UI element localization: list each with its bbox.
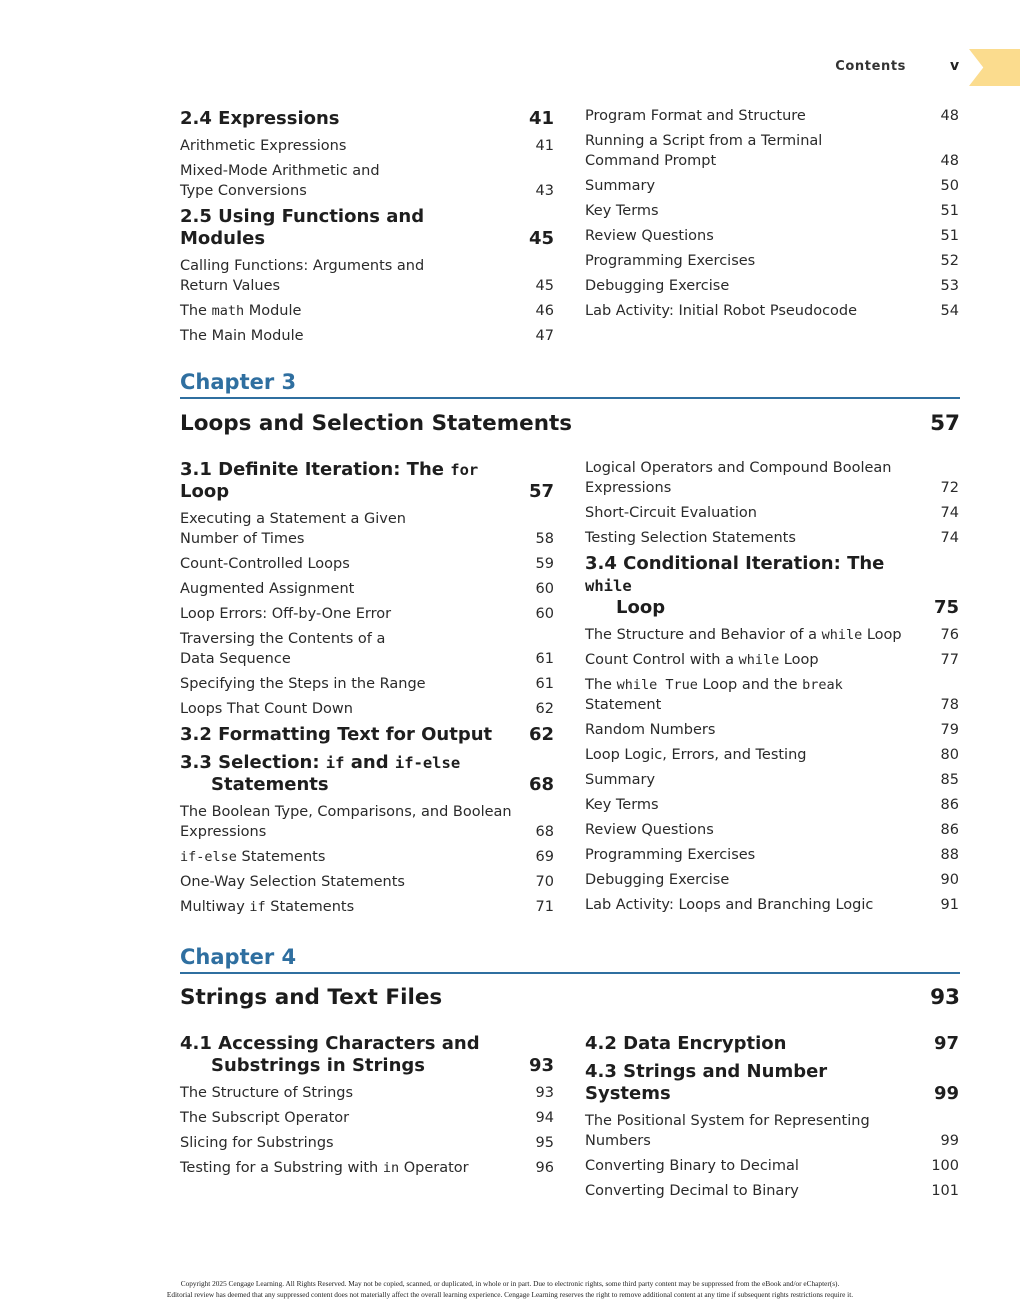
entry-page-number: 77 xyxy=(940,652,959,668)
entry-page-number: 71 xyxy=(535,899,554,915)
toc-subentry[interactable] xyxy=(585,176,959,196)
entry-page-number: 61 xyxy=(535,676,554,692)
entry-title-text: 2.4 Expressions xyxy=(180,108,340,129)
entry-page-number: 68 xyxy=(535,824,554,840)
toc-subentry[interactable] xyxy=(585,251,959,271)
toc-subentry[interactable] xyxy=(180,301,554,321)
toc-subentry[interactable] xyxy=(585,503,959,523)
entry-title-line: Traversing the Contents of a xyxy=(180,631,386,647)
entry-title xyxy=(180,554,350,574)
entry-page-number: 45 xyxy=(528,228,554,249)
entry-title-text: The xyxy=(585,677,617,693)
entry-page-number: 101 xyxy=(931,1183,959,1199)
toc-subentry[interactable] xyxy=(180,847,554,867)
toc-subentry[interactable] xyxy=(585,720,959,740)
entry-title-line: Expressions xyxy=(585,480,672,496)
entry-title-text: 4.1 Accessing Characters and xyxy=(180,1033,480,1054)
entry-code: while xyxy=(738,652,780,668)
toc-subentry[interactable] xyxy=(180,1083,554,1103)
entry-title xyxy=(585,131,822,171)
toc-subentry[interactable] xyxy=(180,872,554,892)
entry-title-text: Statements xyxy=(265,899,355,915)
entry-title-line: Loop Errors: Off-by-One Error xyxy=(180,606,392,622)
entry-title xyxy=(585,176,655,196)
entry-page-number: 95 xyxy=(535,1135,554,1151)
entry-title-text: Loop xyxy=(180,481,230,502)
entry-title-line: One-Way Selection Statements xyxy=(180,874,405,890)
entry-title xyxy=(180,136,346,156)
entry-title xyxy=(585,553,919,619)
toc-subentry[interactable] xyxy=(585,276,959,296)
entry-title xyxy=(180,326,304,346)
toc-top-left-column xyxy=(180,106,554,351)
toc-subentry[interactable] xyxy=(585,895,959,915)
chapter-4-page: 93 xyxy=(930,985,960,1010)
entry-title-line-1 xyxy=(585,553,919,597)
entry-title-line-1 xyxy=(180,1033,480,1055)
toc-section-entry[interactable] xyxy=(585,1033,959,1055)
toc-subentry[interactable] xyxy=(585,301,959,321)
footer-line-1: Copyright 2025 Cengage Learning. All Rights Reserved. May not be copied, scanned, or duplicated, in whole or in part. Due to electronic rights, some third party content may be suppressed from the eBook and/or eChapter(s). xyxy=(180,1279,840,1288)
toc-subentry[interactable] xyxy=(585,1111,959,1151)
entry-title xyxy=(585,1033,787,1055)
toc-subentry[interactable] xyxy=(180,897,554,917)
toc-subentry[interactable] xyxy=(585,625,959,645)
entry-title-line: Data Sequence xyxy=(180,651,291,667)
entry-page-number: 86 xyxy=(940,822,959,838)
chapter-3-right-column xyxy=(585,458,959,920)
entry-title-line: Debugging Exercise xyxy=(585,278,730,294)
toc-subentry[interactable] xyxy=(180,1108,554,1128)
entry-title-text: The xyxy=(180,303,212,319)
entry-title xyxy=(180,1133,334,1153)
header-label: Contents xyxy=(835,59,906,74)
entry-page-number: 54 xyxy=(940,303,959,319)
entry-title-text: Operator xyxy=(399,1160,469,1176)
toc-subentry[interactable] xyxy=(585,745,959,765)
entry-title-line-2: Statement xyxy=(585,697,662,713)
toc-section-entry[interactable] xyxy=(180,1033,554,1077)
entry-title-line: Executing a Statement a Given xyxy=(180,511,406,527)
entry-title xyxy=(180,301,301,321)
entry-title-line: The Main Module xyxy=(180,328,304,344)
entry-page-number: 76 xyxy=(940,627,959,643)
entry-title xyxy=(180,1158,469,1178)
toc-subentry[interactable] xyxy=(585,1156,959,1176)
toc-subentry[interactable] xyxy=(180,802,554,842)
entry-title xyxy=(180,108,340,130)
entry-title xyxy=(180,1108,349,1128)
entry-title-line: The Subscript Operator xyxy=(180,1110,350,1126)
entry-title xyxy=(180,459,514,503)
entry-title-text: 3.4 Conditional Iteration: The xyxy=(585,553,885,574)
toc-subentry[interactable] xyxy=(180,604,554,624)
toc-subentry[interactable] xyxy=(585,870,959,890)
entry-page-number: 48 xyxy=(940,153,959,169)
entry-page-number: 62 xyxy=(528,724,554,745)
entry-title-text: 4.2 Data Encryption xyxy=(585,1033,787,1054)
entry-title xyxy=(585,870,729,890)
toc-section-entry[interactable] xyxy=(180,459,554,503)
entry-title-line: Summary xyxy=(585,772,656,788)
entry-page-number: 94 xyxy=(535,1110,554,1126)
toc-subentry[interactable] xyxy=(585,770,959,790)
entry-page-number: 60 xyxy=(535,606,554,622)
entry-page-number: 75 xyxy=(933,597,959,618)
entry-code: in xyxy=(382,1160,400,1176)
toc-subentry[interactable] xyxy=(585,820,959,840)
entry-title xyxy=(585,528,796,548)
entry-title-line: Count-Controlled Loops xyxy=(180,556,350,572)
entry-title xyxy=(585,650,819,670)
toc-section-entry[interactable] xyxy=(180,724,554,746)
toc-subentry[interactable] xyxy=(585,131,959,171)
entry-title xyxy=(180,847,325,867)
running-header xyxy=(0,58,1020,78)
entry-title xyxy=(180,604,391,624)
entry-page-number: 100 xyxy=(931,1158,959,1174)
entry-title-line: Program Format and Structure xyxy=(585,108,806,124)
entry-code: while True xyxy=(616,677,698,693)
entry-title-line: The Structure of Strings xyxy=(180,1085,354,1101)
entry-page-number: 96 xyxy=(535,1160,554,1176)
entry-title-text: Loop and the xyxy=(697,677,803,693)
toc-subentry[interactable] xyxy=(585,106,959,126)
footer-line-2: Editorial review has deemed that any suppressed content does not materially affect the overall learning experience. Cengage Learning reserves the right to remove additional content at any time if subsequent rights restrictions require it. xyxy=(166,1290,854,1299)
toc-subentry[interactable] xyxy=(585,675,959,715)
entry-title-text: Testing for a Substring with xyxy=(180,1160,383,1176)
entry-page-number: 53 xyxy=(940,278,959,294)
entry-title-line: Short-Circuit Evaluation xyxy=(585,505,757,521)
entry-title xyxy=(585,1111,870,1151)
toc-top-right-column xyxy=(585,106,959,326)
entry-title-line-2: Substrings in Strings xyxy=(211,1055,425,1076)
entry-title xyxy=(180,206,514,250)
toc-subentry[interactable] xyxy=(585,458,959,498)
entry-page-number: 91 xyxy=(940,897,959,913)
entry-title-line: Command Prompt xyxy=(585,153,717,169)
entry-page-number: 41 xyxy=(528,108,554,129)
toc-section-entry[interactable] xyxy=(585,1061,959,1105)
entry-title xyxy=(180,897,354,917)
entry-title xyxy=(180,161,380,201)
entry-page-number: 79 xyxy=(940,722,959,738)
chapter-3-title: Loops and Selection Statements xyxy=(180,411,573,436)
entry-title xyxy=(180,1033,480,1077)
entry-page-number: 46 xyxy=(535,303,554,319)
entry-code: if xyxy=(325,754,345,772)
entry-title-line: Loop Logic, Errors, and Testing xyxy=(585,747,807,763)
entry-title-line: Specifying the Steps in the Range xyxy=(180,676,426,692)
entry-page-number: 86 xyxy=(940,797,959,813)
entry-title-line: Lab Activity: Initial Robot Pseudocode xyxy=(585,303,858,319)
chapter-3-left-column xyxy=(180,457,554,922)
page-number: v xyxy=(950,58,960,74)
entry-title xyxy=(585,201,659,221)
entry-code: break xyxy=(802,677,843,693)
toc-subentry[interactable] xyxy=(180,161,554,201)
entry-title xyxy=(585,845,755,865)
entry-code: if xyxy=(249,899,266,915)
entry-title xyxy=(585,106,806,126)
entry-title-line: Converting Binary to Decimal xyxy=(585,1158,799,1174)
toc-subentry[interactable] xyxy=(180,1158,554,1178)
chapter-4-title-row xyxy=(180,985,960,1010)
entry-title-line: Debugging Exercise xyxy=(585,872,730,888)
entry-title-text: and xyxy=(344,752,395,773)
entry-title-line: Random Numbers xyxy=(585,722,716,738)
toc-subentry[interactable] xyxy=(585,226,959,246)
entry-title-line: Review Questions xyxy=(585,228,714,244)
toc-subentry[interactable] xyxy=(585,201,959,221)
entry-title xyxy=(585,675,843,715)
entry-code: while xyxy=(821,627,863,643)
entry-title-text: Module xyxy=(244,303,302,319)
entry-title xyxy=(180,1083,353,1103)
entry-title xyxy=(585,301,857,321)
chapter-4-left-column xyxy=(180,1031,554,1183)
entry-title-text: Count Control with a xyxy=(585,652,739,668)
entry-title xyxy=(180,629,385,669)
entry-title xyxy=(180,674,426,694)
entry-title-line: Key Terms xyxy=(585,797,659,813)
entry-title-line-1 xyxy=(180,752,460,774)
entry-title xyxy=(180,752,460,796)
entry-title-line: Summary xyxy=(585,178,656,194)
entry-page-number: 52 xyxy=(940,253,959,269)
entry-title-line: Programming Exercises xyxy=(585,847,756,863)
toc-section-entry[interactable] xyxy=(180,752,554,796)
entry-code: for xyxy=(450,461,479,479)
entry-title-line: The Positional System for Representing xyxy=(585,1113,870,1129)
entry-title-line: Slicing for Substrings xyxy=(180,1135,334,1151)
entry-code: while xyxy=(585,577,632,595)
toc-subentry[interactable] xyxy=(180,509,554,549)
entry-page-number: 74 xyxy=(940,505,959,521)
entry-title-text: 4.3 Strings and Number Systems xyxy=(585,1061,828,1104)
toc-subentry[interactable] xyxy=(180,579,554,599)
entry-title-text: 2.5 Using Functions and Modules xyxy=(180,206,425,249)
copyright-footer xyxy=(0,1278,1020,1300)
entry-page-number: 70 xyxy=(535,874,554,890)
entry-title-line: Key Terms xyxy=(585,203,659,219)
entry-code: if-else xyxy=(180,849,237,865)
entry-page-number: 69 xyxy=(535,849,554,865)
entry-title-line: Mixed-Mode Arithmetic and xyxy=(180,163,380,179)
entry-title xyxy=(180,872,405,892)
entry-title-text: 3.2 Formatting Text for Output xyxy=(180,724,493,745)
entry-title xyxy=(585,1061,919,1105)
entry-page-number: 90 xyxy=(940,872,959,888)
toc-section-entry[interactable] xyxy=(585,553,959,619)
entry-title xyxy=(585,820,714,840)
entry-title-line-2: Loop xyxy=(616,597,666,618)
entry-page-number: 41 xyxy=(535,138,554,154)
entry-title xyxy=(585,458,891,498)
entry-title-line: Numbers xyxy=(585,1133,651,1149)
chapter-3-label: Chapter 3 xyxy=(180,370,960,399)
entry-page-number: 99 xyxy=(940,1133,959,1149)
entry-page-number: 45 xyxy=(535,278,554,294)
entry-title xyxy=(585,625,902,645)
entry-title xyxy=(585,1156,799,1176)
entry-title xyxy=(180,724,492,746)
toc-subentry[interactable] xyxy=(180,629,554,669)
entry-page-number: 60 xyxy=(535,581,554,597)
toc-subentry[interactable] xyxy=(180,554,554,574)
toc-subentry[interactable] xyxy=(180,136,554,156)
entry-title xyxy=(180,256,424,296)
entry-title-line: Review Questions xyxy=(585,822,714,838)
entry-title-line: Programming Exercises xyxy=(585,253,756,269)
entry-page-number: 57 xyxy=(528,481,554,502)
entry-page-number: 51 xyxy=(940,203,959,219)
entry-page-number: 62 xyxy=(535,701,554,717)
entry-title-text: The Structure and Behavior of a xyxy=(585,627,822,643)
entry-title-text: Statements xyxy=(236,849,326,865)
toc-subentry[interactable] xyxy=(585,528,959,548)
entry-title-line: Arithmetic Expressions xyxy=(180,138,347,154)
chapter-4-label: Chapter 4 xyxy=(180,945,960,974)
toc-subentry[interactable] xyxy=(180,1133,554,1153)
entry-title-text: Loop xyxy=(779,652,819,668)
entry-page-number: 85 xyxy=(940,772,959,788)
entry-title-line: Lab Activity: Loops and Branching Logic xyxy=(585,897,874,913)
entry-title-line: Return Values xyxy=(180,278,281,294)
entry-title xyxy=(180,579,354,599)
entry-code: math xyxy=(211,303,245,319)
entry-title-line: Type Conversions xyxy=(180,183,307,199)
entry-title xyxy=(585,251,755,271)
entry-title-line: Augmented Assignment xyxy=(180,581,355,597)
toc-subentry[interactable] xyxy=(180,699,554,719)
entry-title xyxy=(585,1181,799,1201)
entry-title xyxy=(585,770,655,790)
entry-title-line: Number of Times xyxy=(180,531,305,547)
entry-page-number: 97 xyxy=(933,1033,959,1054)
entry-page-number: 93 xyxy=(535,1085,554,1101)
entry-title xyxy=(180,699,353,719)
chapter-4-right-column xyxy=(585,1031,959,1206)
entry-title xyxy=(585,503,757,523)
toc-subentry[interactable] xyxy=(585,845,959,865)
entry-page-number: 48 xyxy=(940,108,959,124)
entry-page-number: 78 xyxy=(940,697,959,713)
entry-code: if-else xyxy=(394,754,461,772)
entry-title xyxy=(180,509,406,549)
entry-title xyxy=(585,895,873,915)
chapter-3-title-row xyxy=(180,411,960,436)
entry-title-line: Running a Script from a Terminal xyxy=(585,133,823,149)
entry-title-text: Multiway xyxy=(180,899,250,915)
entry-title-line: Converting Decimal to Binary xyxy=(585,1183,799,1199)
entry-title-line: Loops That Count Down xyxy=(180,701,353,717)
entry-title-text: Loop xyxy=(862,627,902,643)
entry-title xyxy=(585,720,715,740)
entry-title-line: Testing Selection Statements xyxy=(585,530,796,546)
entry-page-number: 93 xyxy=(528,1055,554,1076)
entry-page-number: 51 xyxy=(940,228,959,244)
entry-title-line: Logical Operators and Compound Boolean xyxy=(585,460,892,476)
entry-title xyxy=(585,745,806,765)
entry-page-number: 47 xyxy=(535,328,554,344)
entry-page-number: 59 xyxy=(535,556,554,572)
entry-title-text: 3.3 Selection: xyxy=(180,752,326,773)
entry-page-number: 68 xyxy=(528,774,554,795)
entry-title-line-1 xyxy=(585,675,843,695)
entry-page-number: 43 xyxy=(535,183,554,199)
chapter-4-title: Strings and Text Files xyxy=(180,985,443,1010)
entry-title-line: Calling Functions: Arguments and xyxy=(180,258,425,274)
toc-section-entry[interactable] xyxy=(180,108,554,130)
toc-subentry[interactable] xyxy=(180,256,554,296)
toc-subentry[interactable] xyxy=(585,1181,959,1201)
entry-page-number: 80 xyxy=(940,747,959,763)
toc-subentry[interactable] xyxy=(585,795,959,815)
entry-title-text: 3.1 Definite Iteration: The xyxy=(180,459,451,480)
entry-page-number: 58 xyxy=(535,531,554,547)
entry-page-number: 99 xyxy=(933,1083,959,1104)
entry-title-line: The Boolean Type, Comparisons, and Boolean xyxy=(180,804,512,820)
entry-page-number: 72 xyxy=(940,480,959,496)
entry-title xyxy=(180,802,512,842)
toc-subentry[interactable] xyxy=(180,326,554,346)
entry-page-number: 50 xyxy=(940,178,959,194)
chapter-3-page: 57 xyxy=(930,411,960,436)
entry-title xyxy=(585,226,714,246)
entry-title-line-2: Statements xyxy=(211,774,329,795)
entry-title xyxy=(585,276,729,296)
entry-page-number: 88 xyxy=(940,847,959,863)
entry-title xyxy=(585,795,659,815)
entry-page-number: 61 xyxy=(535,651,554,667)
toc-section-entry[interactable] xyxy=(180,206,554,250)
toc-subentry[interactable] xyxy=(180,674,554,694)
entry-page-number: 74 xyxy=(940,530,959,546)
toc-subentry[interactable] xyxy=(585,650,959,670)
entry-title-line: Expressions xyxy=(180,824,267,840)
